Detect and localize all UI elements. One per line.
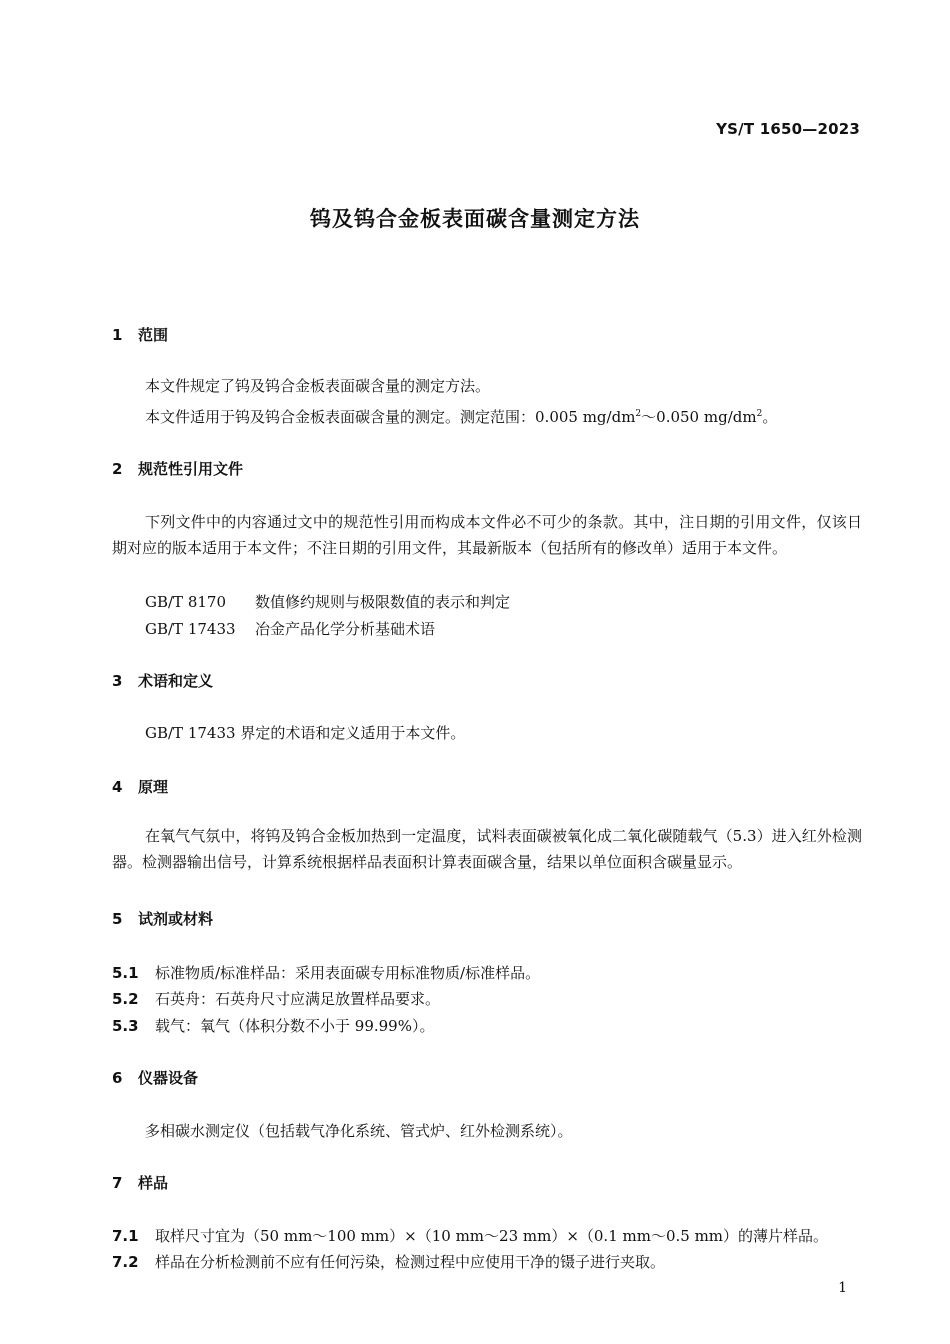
section-number: 7 [112, 1174, 123, 1192]
document-title: 钨及钨合金板表面碳含量测定方法 [310, 207, 640, 231]
reagent-item [112, 988, 440, 1009]
principle-text: 在氧气气氛中，将钨及钨合金板加热到一定温度，试料表面碳被氧化成二氧化碳随载气（5.3）进入红外检测器。检测器输出信号，计算系统根据样品表面积计算表面碳含量，结果以单位面积含碳量显示。 [112, 827, 862, 871]
section-number: 1 [112, 326, 123, 344]
reference-title: 数值修约规则与极限数值的表示和判定 [255, 593, 511, 611]
section-title: 术语和定义 [138, 672, 214, 690]
reference-title: 冶金产品化学分析基础术语 [255, 620, 436, 638]
item-text: 取样尺寸宜为（50 mm～100 mm）×（10 mm～23 mm）×（0.1 mm～0.5 mm）的薄片样品。 [155, 1227, 829, 1245]
section-number: 5 [112, 910, 123, 928]
page-number: 1 [838, 1280, 847, 1296]
reagent-item [112, 1015, 434, 1036]
section-title: 样品 [138, 1174, 169, 1192]
scope-line-2 [145, 406, 777, 427]
section-6-heading [112, 1067, 198, 1088]
scope-text-a: 本文件适用于钨及钨合金板表面碳含量的测定。测定范围：0.005 mg/dm [145, 408, 636, 426]
standard-code: YS/T 1650—2023 [716, 120, 860, 138]
section-number: 2 [112, 460, 123, 478]
item-text: 标准物质/标准样品：采用表面碳专用标准物质/标准样品。 [155, 964, 541, 982]
scope-text-c: 。 [762, 408, 778, 426]
item-text: 石英舟：石英舟尺寸应满足放置样品要求。 [155, 990, 441, 1008]
section-title: 原理 [138, 778, 169, 796]
item-number: 5.3 [112, 1017, 139, 1035]
reference-code: GB/T 17433 [145, 620, 236, 638]
item-text: 载气：氧气（体积分数不小于 99.99%）。 [155, 1017, 435, 1035]
superscript: 2 [635, 409, 642, 419]
normative-intro: 下列文件中的内容通过文中的规范性引用而构成本文件必不可少的条款。其中，注日期的引用文件，仅该日期对应的版本适用于本文件；不注日期的引用文件，其最新版本（包括所有的修改单）适用于本文件。 [112, 513, 862, 557]
section-5-heading [112, 908, 213, 929]
section-4-heading [112, 776, 168, 797]
section-title: 仪器设备 [138, 1069, 199, 1087]
sample-item [112, 1251, 665, 1272]
section-2-heading [112, 458, 243, 479]
section-7-heading [112, 1172, 168, 1193]
scope-text-b: ～0.050 mg/dm [641, 408, 757, 426]
item-number: 7.1 [112, 1227, 139, 1245]
reagent-item [112, 962, 540, 983]
reference-code: GB/T 8170 [145, 593, 227, 611]
section-title: 范围 [138, 326, 169, 344]
section-number: 4 [112, 778, 123, 796]
item-text: 样品在分析检测前不应有任何污染，检测过程中应使用干净的镊子进行夹取。 [155, 1253, 666, 1271]
item-number: 5.2 [112, 990, 139, 1008]
reference-item [145, 618, 435, 639]
item-number: 7.2 [112, 1253, 139, 1271]
section-1-heading [112, 324, 168, 345]
section-3-heading [112, 670, 213, 691]
apparatus-text: 多相碳水测定仪（包括载气净化系统、管式炉、红外检测系统）。 [145, 1122, 573, 1140]
section-number: 6 [112, 1069, 123, 1087]
reference-item [145, 591, 510, 612]
terms-text: GB/T 17433 界定的术语和定义适用于本文件。 [145, 724, 466, 742]
superscript: 2 [756, 409, 763, 419]
scope-line-1: 本文件规定了钨及钨合金板表面碳含量的测定方法。 [145, 377, 491, 395]
section-title: 规范性引用文件 [138, 460, 244, 478]
sample-item [112, 1225, 828, 1246]
section-number: 3 [112, 672, 123, 690]
section-title: 试剂或材料 [138, 910, 214, 928]
item-number: 5.1 [112, 964, 139, 982]
